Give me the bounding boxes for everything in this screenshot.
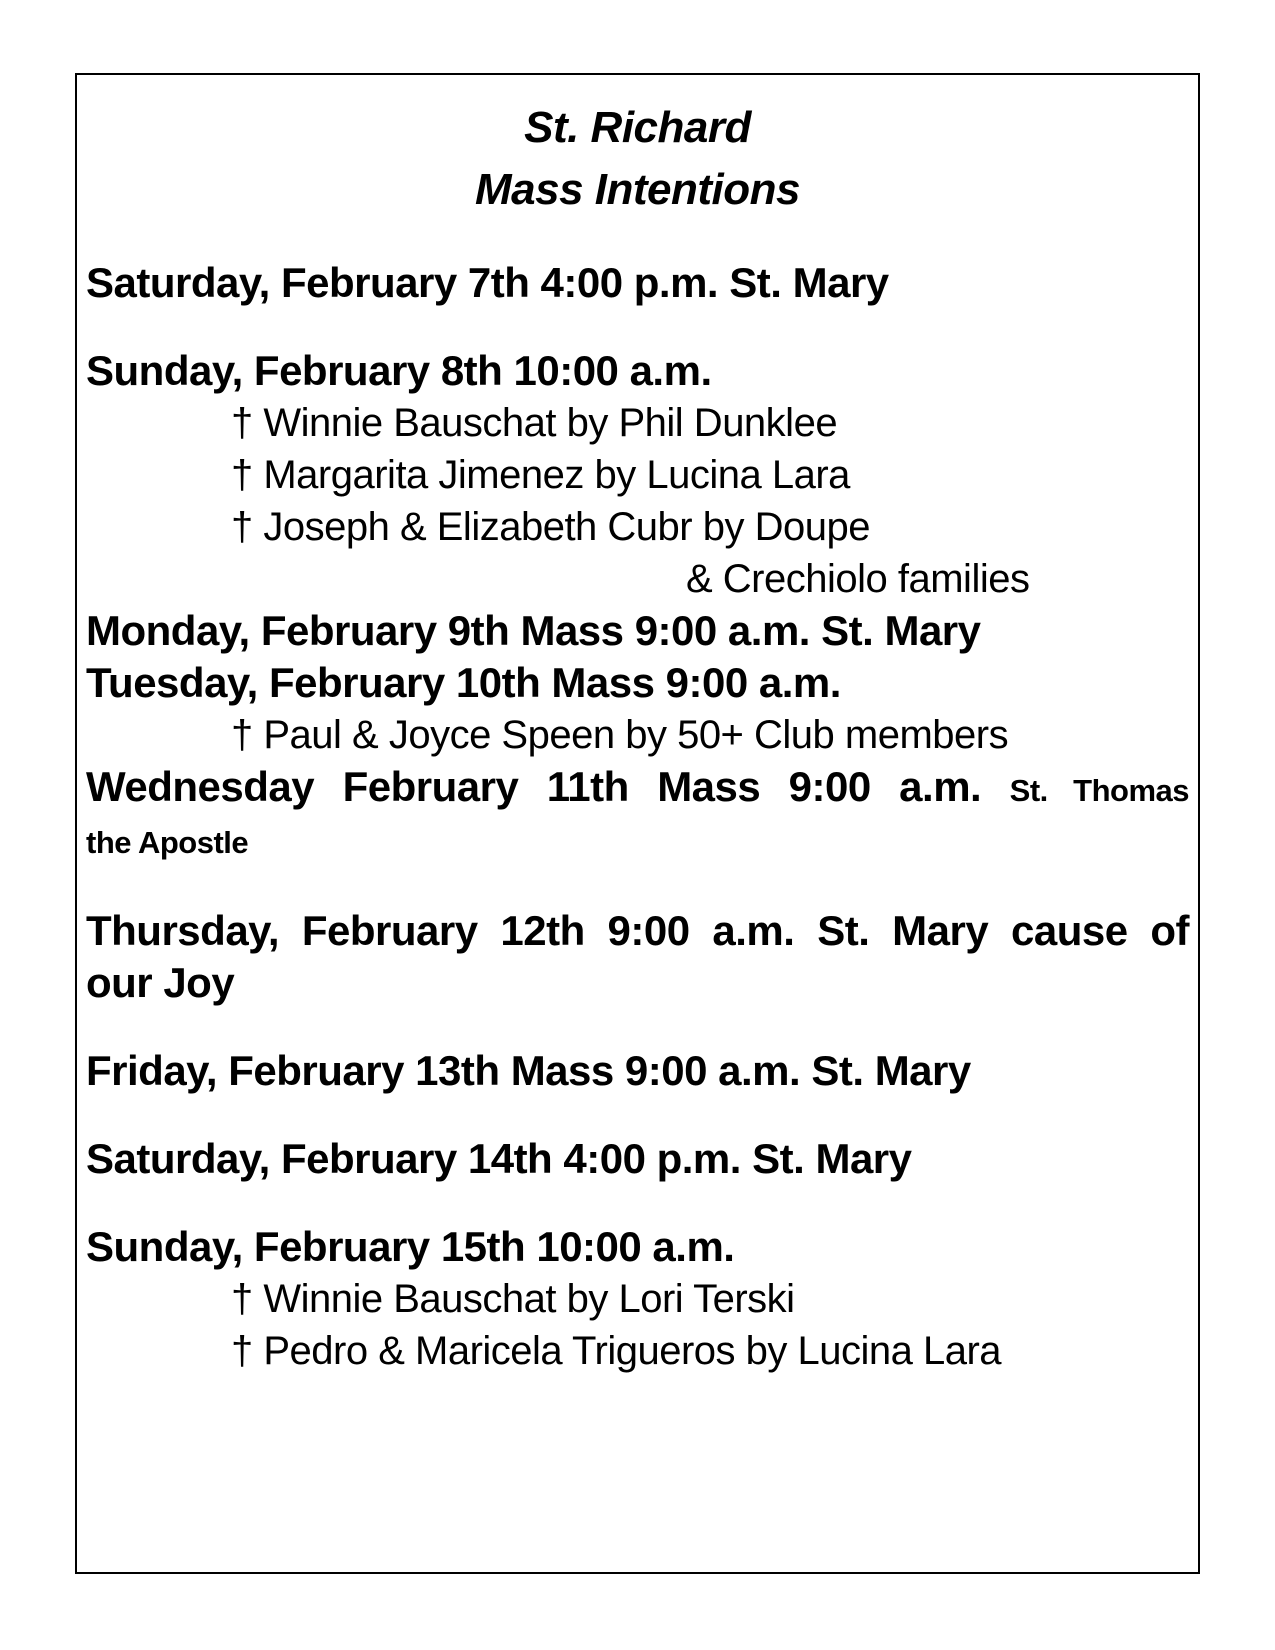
schedule-day-wrap-line xyxy=(86,957,1189,1009)
schedule-day-line xyxy=(86,345,1189,397)
schedule-day-line-text: Tuesday, February 10th Mass 9:00 a.m. xyxy=(86,659,841,706)
dagger-icon: † xyxy=(231,713,264,757)
intention-continuation-line-text: & Crechiolo families xyxy=(686,557,1030,601)
page-title xyxy=(86,97,1189,221)
mass-intention-line-text: Winnie Bauschat by Lori Terski xyxy=(263,1277,795,1321)
mass-intention-line xyxy=(86,1325,1189,1377)
schedule-day-wrap-line-text: our Joy xyxy=(86,959,235,1006)
mass-intention-line xyxy=(86,1273,1189,1325)
schedule-day-line-text: Friday, February 13th Mass 9:00 a.m. St. Mary xyxy=(86,1047,971,1094)
schedule-day-line-text: Saturday, February 14th 4:00 p.m. St. Mary xyxy=(86,1135,912,1182)
schedule-day-line-text: Sunday, February 15th 10:00 a.m. xyxy=(86,1223,735,1270)
mass-intention-line-text: Margarita Jimenez by Lucina Lara xyxy=(263,453,850,497)
schedule-day-line-text: Saturday, February 7th 4:00 p.m. St. Mary xyxy=(86,259,889,306)
schedule-day-line-justified-text: Wednesday February 11th Mass 9:00 a.m. xyxy=(86,763,982,810)
schedule-day-line-justified-text: Thursday, February 12th 9:00 a.m. St. Mary cause of xyxy=(86,907,1189,954)
mass-intention-line xyxy=(86,709,1189,761)
dagger-icon: † xyxy=(231,505,264,549)
dagger-icon: † xyxy=(231,453,264,497)
schedule-day-line-justified xyxy=(86,761,1189,817)
schedule-day-line xyxy=(86,1133,1189,1185)
schedule-day-line xyxy=(86,257,1189,309)
location-small-text: St. Thomas xyxy=(1009,773,1189,808)
page-title-line1: St. Richard xyxy=(524,103,751,152)
intention-continuation-line xyxy=(86,553,1189,605)
mass-intention-line-text: Winnie Bauschat by Phil Dunklee xyxy=(263,401,838,445)
mass-intention-line-text: Pedro & Maricela Trigueros by Lucina Lara xyxy=(263,1329,1002,1373)
schedule-day-line-text: Sunday, February 8th 10:00 a.m. xyxy=(86,347,712,394)
schedule-day-wrap-line-small-text: the Apostle xyxy=(86,825,249,860)
mass-intention-line xyxy=(86,501,1189,553)
mass-intention-line xyxy=(86,449,1189,501)
dagger-icon: † xyxy=(231,1277,264,1321)
schedule-day-wrap-line-small xyxy=(86,817,1189,869)
dagger-icon: † xyxy=(231,1329,264,1373)
mass-intention-line-text: Joseph & Elizabeth Cubr by Doupe xyxy=(263,505,870,549)
mass-intention-line-text: Paul & Joyce Speen by 50+ Club members xyxy=(263,713,1009,757)
schedule-day-line xyxy=(86,1045,1189,1097)
schedule-day-line-text: Monday, February 9th Mass 9:00 a.m. St. Mary xyxy=(86,607,981,654)
schedule-day-line xyxy=(86,605,1189,657)
dagger-icon: † xyxy=(231,401,264,445)
bulletin-border-frame xyxy=(75,73,1200,1574)
schedule-day-line-justified xyxy=(86,905,1189,957)
schedule-day-line xyxy=(86,1221,1189,1273)
mass-intentions-list xyxy=(86,257,1189,1377)
schedule-day-line xyxy=(86,657,1189,709)
page-title-line2: Mass Intentions xyxy=(475,165,800,214)
mass-intention-line xyxy=(86,397,1189,449)
